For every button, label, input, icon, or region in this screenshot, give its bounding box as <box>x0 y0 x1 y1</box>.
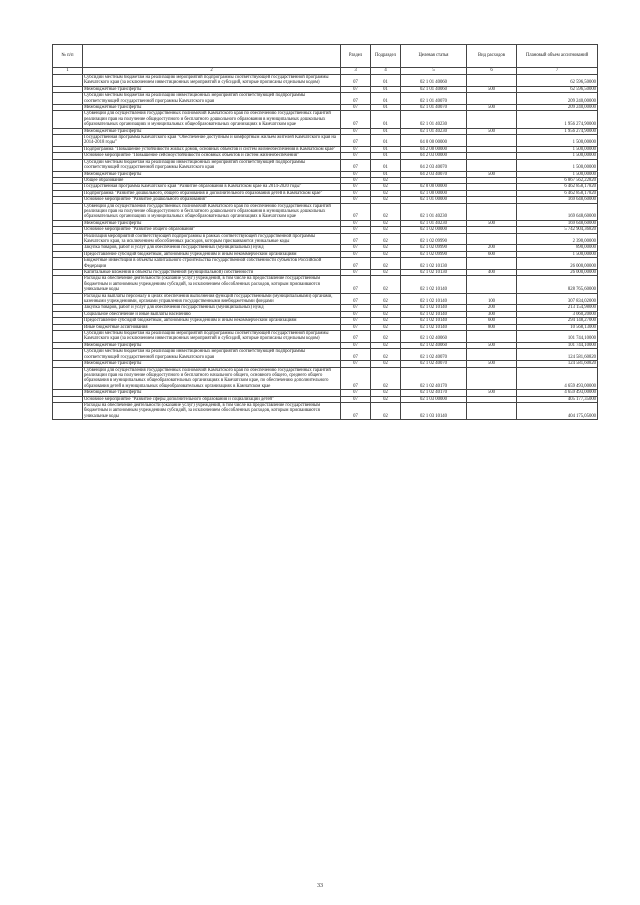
row-subsection-cell: 02 <box>371 293 401 305</box>
row-name-cell: Расходы на обеспечение деятельности (оказание услуг) учреждений, в том числе на предоставление государственным бюджетным и автономным учреждениям субсидий, за исключением обособленных расходов, которым присваиваются уникальные коды <box>83 402 341 419</box>
row-name-cell: Субвенции для осуществления государственных полномочий Камчатского края по обеспечению государственных гарантий реализации прав на получение общедоступного и бесплатного дошкольного образования в муниципальных дошкольных образовательных организациях и муниципальных общеобразовательных организациях в Камчатском крае <box>83 111 341 128</box>
row-target-cell: 02 1 02 40060 <box>401 342 467 348</box>
row-expense-type-cell: 500 <box>467 342 517 348</box>
row-target-cell: 02 1 01 40230 <box>401 220 467 226</box>
table-row <box>53 402 598 419</box>
row-target-cell: 02 1 02 10130 <box>401 270 467 276</box>
row-expense-type-cell: 500 <box>467 171 517 177</box>
row-section-cell: 07 <box>341 293 371 305</box>
row-target-cell: 02 1 01 00000 <box>401 197 467 203</box>
row-amount-cell: 1 500,00000 <box>517 146 598 152</box>
row-subsection-cell: 02 <box>371 402 401 419</box>
row-section-cell: 07 <box>341 93 371 105</box>
row-section-cell: 07 <box>341 390 371 396</box>
table-row <box>53 258 598 270</box>
row-expense-type-cell: 600 <box>467 251 517 257</box>
row-expense-type-cell <box>467 367 517 390</box>
row-subsection-cell: 02 <box>371 396 401 402</box>
row-amount-cell: 404 175,05000 <box>517 402 598 419</box>
row-name-cell: Основное мероприятие "Развитие сферы дополнительного образования и социализации детей" <box>83 396 341 402</box>
row-subsection-cell: 02 <box>371 220 401 226</box>
row-num-cell <box>53 258 83 270</box>
row-name-cell: Государственная программа Камчатского края "Развитие образования в Камчатском крае на 2014-2020 годы" <box>83 184 341 190</box>
row-amount-cell: 5 742 904,36820 <box>517 227 598 233</box>
row-target-cell: 02 1 02 40170 <box>401 367 467 390</box>
row-name-cell: Расходы на обеспечение деятельности (оказание услуг) учреждений, в том числе на предоставление государственным бюджетным и автономным учреждениям субсидий, за исключением обособленных расходов, которым присваиваются уникальные коды <box>83 276 341 293</box>
row-subsection-cell: 01 <box>371 159 401 171</box>
row-target-cell: 02 1 01 40070 <box>401 93 467 105</box>
row-section-cell: 07 <box>341 220 371 226</box>
row-section-cell: 07 <box>341 171 371 177</box>
row-subsection-cell: 01 <box>371 105 401 111</box>
row-section-cell: 07 <box>341 251 371 257</box>
row-subsection-cell: 02 <box>371 197 401 203</box>
header-target: Целевая статья <box>401 45 467 68</box>
row-section-cell: 07 <box>341 128 371 134</box>
row-subsection-cell: 01 <box>371 135 401 147</box>
row-name-cell: Государственная программа Камчатского края "Обеспечение доступным и комфортным жильем жителей Камчатского края на 2014-2018 годы" <box>83 135 341 147</box>
row-subsection-cell: 01 <box>371 75 401 87</box>
row-target-cell: 02 1 02 40060 <box>401 331 467 343</box>
row-subsection-cell: 02 <box>371 203 401 220</box>
row-target-cell: 02 1 02 40170 <box>401 390 467 396</box>
row-amount-cell: 169 648,60000 <box>517 197 598 203</box>
row-expense-type-cell <box>467 75 517 87</box>
row-expense-type-cell <box>467 111 517 128</box>
row-name-cell: Закупка товаров, работ и услуг для обеспечения государственных (муниципальных) нужд <box>83 245 341 251</box>
row-expense-type-cell <box>467 349 517 361</box>
row-name-cell: Иные бюджетные ассигнования <box>83 324 341 330</box>
row-name-cell: Закупка товаров, работ и услуг для обеспечения государственных (муниципальных) нужд <box>83 305 341 311</box>
row-name-cell: Субсидии местным бюджетам на реализацию инвестиционных мероприятий соответствующей подпрограммы соответствующей государственной программы Камчатского края <box>83 349 341 361</box>
row-section-cell: 07 <box>341 227 371 233</box>
row-target-cell: 02 1 01 40060 <box>401 86 467 92</box>
row-target-cell: 04 2 03 00000 <box>401 153 467 159</box>
row-amount-cell: 4 659 493,00000 <box>517 367 598 390</box>
row-expense-type-cell: 500 <box>467 390 517 396</box>
row-section-cell: 07 <box>341 197 371 203</box>
row-amount-cell: 890,00000 <box>517 245 598 251</box>
row-target-cell: 04 2 03 40070 <box>401 171 467 177</box>
row-amount-cell: 1 500,00000 <box>517 153 598 159</box>
table-row <box>53 233 598 245</box>
row-amount-cell: 209 240,00000 <box>517 105 598 111</box>
row-expense-type-cell: 800 <box>467 324 517 330</box>
row-num-cell <box>53 111 83 128</box>
row-subsection-cell: 02 <box>371 177 401 183</box>
row-target-cell: 02 1 01 40230 <box>401 203 467 220</box>
table-row <box>53 203 598 220</box>
row-target-cell: 02 1 01 40060 <box>401 75 467 87</box>
row-name-cell: Субсидии местным бюджетам на реализацию мероприятий подпрограммы соответствующей государственной программы Камчатского края (за исключением инвестиционных мероприятий и субсидий, которые прописаны отдельным кодом) <box>83 331 341 343</box>
row-name-cell: Предоставление субсидий бюджетным, автономным учреждениям и иным некоммерческим организациям <box>83 318 341 324</box>
row-subsection-cell: 02 <box>371 318 401 324</box>
row-subsection-cell: 02 <box>371 233 401 245</box>
row-amount-cell: 124 581,60820 <box>517 349 598 361</box>
row-amount-cell: 405 177,35000 <box>517 396 598 402</box>
row-num-cell <box>53 93 83 105</box>
row-section-cell: 07 <box>341 349 371 361</box>
row-amount-cell: 3 060,20000 <box>517 311 598 317</box>
row-amount-cell: 101 744,10000 <box>517 342 598 348</box>
row-amount-cell: 294 148,27000 <box>517 318 598 324</box>
row-section-cell: 07 <box>341 258 371 270</box>
row-section-cell: 07 <box>341 153 371 159</box>
row-num-cell <box>53 135 83 147</box>
row-subsection-cell: 02 <box>371 311 401 317</box>
row-target-cell: 02 1 02 10140 <box>401 305 467 311</box>
table-row <box>53 293 598 305</box>
column-number-row <box>53 68 598 75</box>
row-name-cell: Подпрограмма "Развитие дошкольного, общего образования и дополнительного образования детей в Камчатском крае" <box>83 190 341 196</box>
row-expense-type-cell <box>467 258 517 270</box>
row-amount-cell: 124 581,60820 <box>517 361 598 367</box>
row-target-cell: 04 2 03 40070 <box>401 159 467 171</box>
row-section-cell: 07 <box>341 245 371 251</box>
row-subsection-cell: 02 <box>371 190 401 196</box>
col-number: 7 <box>517 68 598 75</box>
row-section-cell: 07 <box>341 324 371 330</box>
row-amount-cell: 101 744,10000 <box>517 331 598 343</box>
row-name-cell: Субсидии местным бюджетам на реализацию инвестиционных мероприятий соответствующей подпрограммы соответствующей государственной программы Камчатского края <box>83 93 341 105</box>
row-expense-type-cell: 500 <box>467 361 517 367</box>
row-section-cell: 07 <box>341 311 371 317</box>
row-section-cell: 07 <box>341 177 371 183</box>
table-row <box>53 93 598 105</box>
row-target-cell: 02 1 03 10140 <box>401 402 467 419</box>
row-name-cell: Предоставление субсидий бюджетным, автономным учреждениям и иным некоммерческим организациям <box>83 251 341 257</box>
row-expense-type-cell <box>467 135 517 147</box>
row-name-cell: Межбюджетные трансферты <box>83 171 341 177</box>
row-section-cell: 07 <box>341 276 371 293</box>
row-target-cell: 02 1 03 00000 <box>401 396 467 402</box>
row-subsection-cell: 02 <box>371 331 401 343</box>
row-amount-cell: 6 867 562,22820 <box>517 177 598 183</box>
row-section-cell: 07 <box>341 135 371 147</box>
row-num-cell <box>53 159 83 171</box>
row-amount-cell: 62 596,50000 <box>517 75 598 87</box>
row-num-cell <box>53 203 83 220</box>
row-section-cell: 07 <box>341 203 371 220</box>
row-name-cell: Основное мероприятие "Повышение сейсмоустойчивости основных объектов и систем жизнеобеспечения" <box>83 153 341 159</box>
row-amount-cell: 10 568,13000 <box>517 324 598 330</box>
row-subsection-cell: 02 <box>371 227 401 233</box>
row-target-cell: 02 1 02 40070 <box>401 349 467 361</box>
row-num-cell <box>53 349 83 361</box>
row-target-cell: 02 1 02 10130 <box>401 258 467 270</box>
row-subsection-cell: 02 <box>371 361 401 367</box>
row-amount-cell: 6 462 858,17820 <box>517 190 598 196</box>
row-subsection-cell: 02 <box>371 305 401 311</box>
row-target-cell: 02 1 02 10140 <box>401 276 467 293</box>
row-num-cell <box>53 75 83 87</box>
row-subsection-cell: 01 <box>371 153 401 159</box>
row-section-cell: 07 <box>341 233 371 245</box>
row-amount-cell: 169 648,60000 <box>517 203 598 220</box>
row-target-cell: 04 2 00 00000 <box>401 146 467 152</box>
row-expense-type-cell <box>467 276 517 293</box>
row-target-cell: 02 1 01 40230 <box>401 111 467 128</box>
row-expense-type-cell <box>467 402 517 419</box>
row-subsection-cell: 02 <box>371 245 401 251</box>
row-expense-type-cell: 500 <box>467 128 517 134</box>
row-amount-cell: 1 500,00000 <box>517 135 598 147</box>
header-num: № п/п <box>53 45 83 68</box>
row-name-cell: Расходы на выплаты персоналу в целях обеспечения выполнения функций государственными (муниципальными) органами, казенными учреждениями, органами управления государственными внебюджетными фондами <box>83 293 341 305</box>
row-section-cell: 07 <box>341 331 371 343</box>
row-amount-cell: 26 000,00000 <box>517 258 598 270</box>
row-target-cell: 02 1 02 00000 <box>401 227 467 233</box>
row-name-cell: Основное мероприятие "Развитие общего образования" <box>83 227 341 233</box>
row-section-cell: 07 <box>341 184 371 190</box>
row-section-cell: 07 <box>341 396 371 402</box>
table-body <box>53 75 598 420</box>
row-subsection-cell: 02 <box>371 270 401 276</box>
row-amount-cell: 1 956 274,90000 <box>517 128 598 134</box>
row-expense-type-cell: 500 <box>467 105 517 111</box>
row-amount-cell: 62 596,50000 <box>517 86 598 92</box>
row-name-cell: Общее образование <box>83 177 341 183</box>
row-target-cell: 02 0 00 00000 <box>401 184 467 190</box>
row-subsection-cell: 02 <box>371 324 401 330</box>
row-section-cell: 07 <box>341 75 371 87</box>
header-subsection: Подраздел <box>371 45 401 68</box>
row-name-cell: Социальное обеспечение и иные выплаты населению <box>83 311 341 317</box>
row-target-cell: 02 1 02 09990 <box>401 233 467 245</box>
row-subsection-cell: 02 <box>371 251 401 257</box>
row-section-cell: 07 <box>341 270 371 276</box>
row-section-cell: 07 <box>341 318 371 324</box>
row-name-cell: Основное мероприятие "Развитие дошкольного образования" <box>83 197 341 203</box>
row-amount-cell: 307 834,02000 <box>517 293 598 305</box>
row-target-cell: 02 1 02 10140 <box>401 318 467 324</box>
row-section-cell: 07 <box>341 361 371 367</box>
table-row <box>53 331 598 343</box>
table-row <box>53 349 598 361</box>
row-expense-type-cell <box>467 331 517 343</box>
table-row <box>53 75 598 87</box>
row-amount-cell: 6 462 858,17820 <box>517 184 598 190</box>
row-amount-cell: 4 659 493,00000 <box>517 390 598 396</box>
budget-table-sheet <box>52 44 597 420</box>
row-subsection-cell: 01 <box>371 111 401 128</box>
row-amount-cell: 213 154,98000 <box>517 305 598 311</box>
row-target-cell: 02 1 02 40070 <box>401 361 467 367</box>
row-section-cell: 07 <box>341 342 371 348</box>
row-expense-type-cell <box>467 203 517 220</box>
row-name-cell: Капитальные вложения в объекты государственной (муниципальной) собственности <box>83 270 341 276</box>
row-target-cell: 02 1 02 09990 <box>401 245 467 251</box>
row-section-cell: 07 <box>341 111 371 128</box>
row-expense-type-cell: 100 <box>467 293 517 305</box>
row-amount-cell: 1 956 274,90000 <box>517 111 598 128</box>
row-num-cell <box>53 276 83 293</box>
row-amount-cell: 169 648,60000 <box>517 220 598 226</box>
row-name-cell: Субвенции для осуществления государственных полномочий Камчатского края по обеспечению государственных гарантий реализации прав на получение общедоступного и бесплатного начального общего, основного общего, среднего общего образования в муниципальных общеобразовательных организациях в Камчатском крае, по обеспечению дополнительного образования детей в муниципальных общеобразовательных организациях в Камчатском крае <box>83 367 341 390</box>
row-subsection-cell: 02 <box>371 184 401 190</box>
row-subsection-cell: 02 <box>371 258 401 270</box>
row-subsection-cell: 01 <box>371 128 401 134</box>
col-number: 6 <box>467 68 517 75</box>
col-number: 1 <box>53 68 83 75</box>
row-name-cell: Субвенции для осуществления государственных полномочий Камчатского края по обеспечению государственных гарантий реализации прав на получение общедоступного и бесплатного дошкольного образования в муниципальных дошкольных образовательных организациях и муниципальных общеобразовательных организациях в Камчатском крае <box>83 203 341 220</box>
row-amount-cell: 26 000,00000 <box>517 270 598 276</box>
row-subsection-cell: 01 <box>371 171 401 177</box>
row-section-cell: 07 <box>341 86 371 92</box>
row-name-cell: Межбюджетные трансферты <box>83 390 341 396</box>
row-amount-cell: 1 500,00000 <box>517 251 598 257</box>
row-subsection-cell: 01 <box>371 93 401 105</box>
header-name <box>83 45 341 68</box>
row-target-cell: 02 1 01 40230 <box>401 128 467 134</box>
row-expense-type-cell <box>467 233 517 245</box>
table-row <box>53 135 598 147</box>
row-target-cell: 02 1 02 10140 <box>401 311 467 317</box>
row-expense-type-cell: 400 <box>467 270 517 276</box>
page-number: 33 <box>317 883 323 889</box>
row-name-cell: Реализация мероприятий соответствующей подпрограммы в рамках соответствующей государственной программы Камчатского края, за исключением обособленных расходов, которым присваиваются уникальные коды <box>83 233 341 245</box>
row-num-cell <box>53 233 83 245</box>
row-target-cell: 02 1 02 10140 <box>401 324 467 330</box>
row-subsection-cell: 01 <box>371 86 401 92</box>
row-expense-type-cell: 200 <box>467 245 517 251</box>
row-num-cell <box>53 331 83 343</box>
row-section-cell: 07 <box>341 146 371 152</box>
table-row <box>53 367 598 390</box>
row-name-cell: Межбюджетные трансферты <box>83 361 341 367</box>
row-amount-cell: 2 390,00000 <box>517 233 598 245</box>
row-section-cell: 07 <box>341 305 371 311</box>
row-section-cell: 07 <box>341 367 371 390</box>
row-amount-cell: 1 500,00000 <box>517 171 598 177</box>
row-name-cell: Субсидии местным бюджетам на реализацию инвестиционных мероприятий соответствующей подпрограммы соответствующей государственной программы Камчатского края <box>83 159 341 171</box>
row-amount-cell: 209 240,00000 <box>517 93 598 105</box>
row-subsection-cell: 02 <box>371 390 401 396</box>
row-target-cell: 02 1 02 10140 <box>401 293 467 305</box>
row-expense-type-cell <box>467 159 517 171</box>
row-subsection-cell: 02 <box>371 342 401 348</box>
row-expense-type-cell: 600 <box>467 318 517 324</box>
row-subsection-cell: 02 <box>371 276 401 293</box>
row-name-cell: Межбюджетные трансферты <box>83 128 341 134</box>
row-name-cell: Межбюджетные трансферты <box>83 105 341 111</box>
row-expense-type-cell: 500 <box>467 86 517 92</box>
row-name-cell: Подпрограмма "Повышение устойчивости жилых домов, основных объектов и систем жизнеобеспечения в Камчатском крае" <box>83 146 341 152</box>
table-row <box>53 159 598 171</box>
row-target-cell: 04 0 00 00000 <box>401 135 467 147</box>
row-section-cell: 07 <box>341 402 371 419</box>
row-section-cell: 07 <box>341 190 371 196</box>
row-num-cell <box>53 367 83 390</box>
row-amount-cell: 828 765,60000 <box>517 276 598 293</box>
row-target-cell: 02 1 01 40070 <box>401 105 467 111</box>
budget-table <box>52 44 598 420</box>
row-subsection-cell: 01 <box>371 146 401 152</box>
col-number: 5 <box>401 68 467 75</box>
row-section-cell: 07 <box>341 159 371 171</box>
row-name-cell: Бюджетные инвестиции в объекты капитального строительства государственной собственности субъектов Российской Федерации <box>83 258 341 270</box>
row-target-cell: 02 1 00 00000 <box>401 190 467 196</box>
table-header-row <box>53 45 598 68</box>
row-num-cell <box>53 402 83 419</box>
row-subsection-cell: 02 <box>371 349 401 361</box>
header-expense-type: Вид расходов <box>467 45 517 68</box>
col-number: 3 <box>341 68 371 75</box>
row-num-cell <box>53 293 83 305</box>
col-number: 2 <box>83 68 341 75</box>
row-amount-cell: 1 500,00000 <box>517 159 598 171</box>
row-name-cell: Межбюджетные трансферты <box>83 220 341 226</box>
row-name-cell: Межбюджетные трансферты <box>83 86 341 92</box>
table-row <box>53 111 598 128</box>
row-expense-type-cell <box>467 93 517 105</box>
row-expense-type-cell: 200 <box>467 305 517 311</box>
row-target-cell: 02 1 02 09990 <box>401 251 467 257</box>
table-row <box>53 276 598 293</box>
header-section: Раздел <box>341 45 371 68</box>
row-name-cell: Субсидии местным бюджетам на реализацию мероприятий подпрограммы соответствующей государственной программы Камчатского края (за исключением инвестиционных мероприятий и субсидий, которые прописаны отдельным кодом) <box>83 75 341 87</box>
row-expense-type-cell: 500 <box>467 220 517 226</box>
row-subsection-cell: 02 <box>371 367 401 390</box>
header-amount: Плановый объем ассигнований <box>517 45 598 68</box>
col-number: 4 <box>371 68 401 75</box>
row-expense-type-cell: 300 <box>467 311 517 317</box>
row-name-cell: Межбюджетные трансферты <box>83 342 341 348</box>
row-section-cell: 07 <box>341 105 371 111</box>
